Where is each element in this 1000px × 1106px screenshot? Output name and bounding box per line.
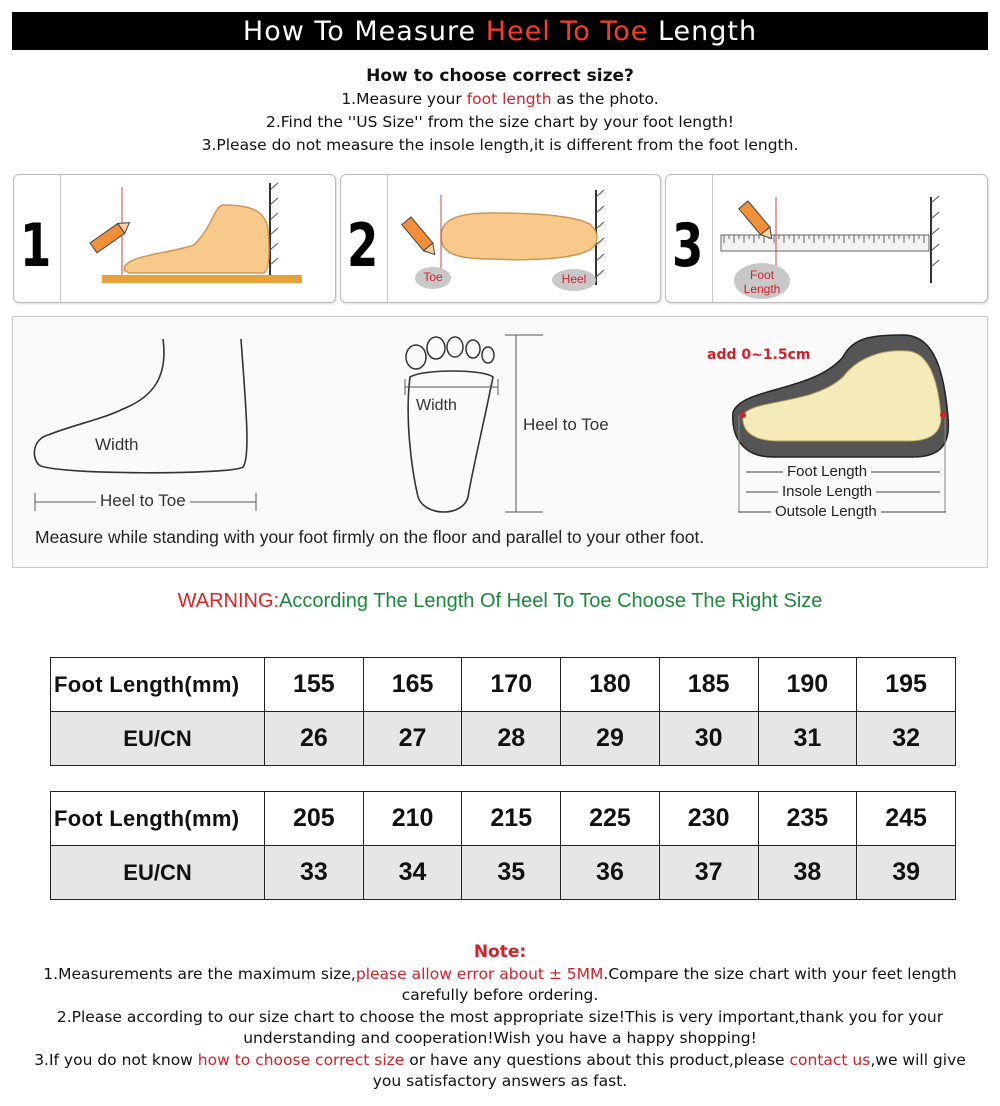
banner-title-highlight: Heel To Toe <box>485 15 649 47</box>
table-row-label: EU/CN <box>51 712 265 766</box>
banner-title-part2: Length <box>648 15 758 47</box>
heel-to-toe-label-footprint: Heel to Toe <box>523 415 609 434</box>
table-cell: 225 <box>561 792 660 846</box>
how-to-line-1: 1.Measure your foot length as the photo. <box>341 90 659 108</box>
warning-line <box>0 590 1000 613</box>
notes-section <box>20 942 980 1093</box>
table-header-cell: Foot Length(mm) <box>51 658 265 712</box>
note-3: 3.If you do not know how to choose correct size or have any questions about this product,please contact us,we will give you satisfactory answers as fast. <box>34 1050 966 1090</box>
table-cell: 27 <box>363 712 462 766</box>
measure-instruction: Measure while standing with your foot firmly on the floor and parallel to your other foot. <box>35 527 705 547</box>
table-cell: 170 <box>462 658 561 712</box>
table-cell: 245 <box>857 792 956 846</box>
table-cell: 36 <box>561 846 660 900</box>
add-allowance-label: add 0~1.5cm <box>707 347 811 363</box>
table-cell: 32 <box>857 712 956 766</box>
table-cell: 37 <box>659 846 758 900</box>
foot-length-line-label: Foot Length <box>783 463 871 480</box>
title-banner <box>12 12 988 50</box>
warning-text: According The Length Of Heel To Toe Choose The Right Size <box>279 590 823 612</box>
table-cell: 215 <box>462 792 561 846</box>
step-number-2: 2 <box>347 211 379 281</box>
table-cell: 195 <box>857 658 956 712</box>
table-cell: 38 <box>758 846 857 900</box>
step-number-1: 1 <box>20 211 52 281</box>
width-label-footprint: Width <box>416 397 457 414</box>
how-to-question: How to choose correct size? <box>366 66 634 86</box>
table-cell: 155 <box>265 658 364 712</box>
step-panel-2 <box>340 174 661 303</box>
foot-length-label: Foot Length <box>743 268 781 296</box>
table-cell: 205 <box>265 792 364 846</box>
notes-title: Note: <box>473 942 527 962</box>
note-1: 1.Measurements are the maximum size,please allow error about ± 5MM.Compare the size chart with your feet length carefully before ordering. <box>43 964 957 1004</box>
table-cell: 190 <box>758 658 857 712</box>
foot-top-illustration <box>341 175 660 302</box>
banner-title <box>243 16 757 47</box>
table-row <box>51 712 956 766</box>
step-panel-1 <box>13 174 336 303</box>
table-row-label: EU/CN <box>51 846 265 900</box>
banner-title-part1: How To Measure <box>242 15 486 47</box>
table-row <box>51 792 956 846</box>
ruler-illustration <box>666 175 987 302</box>
table-cell: 34 <box>363 846 462 900</box>
step-number-3: 3 <box>672 211 704 281</box>
table-cell: 39 <box>857 846 956 900</box>
width-label-side: Width <box>95 435 139 454</box>
table-cell: 33 <box>265 846 364 900</box>
table-cell: 210 <box>363 792 462 846</box>
size-table-1 <box>50 657 956 766</box>
table-cell: 28 <box>462 712 561 766</box>
table-cell: 26 <box>265 712 364 766</box>
how-to-section <box>0 66 1000 157</box>
outsole-length-line-label: Outsole Length <box>771 503 881 520</box>
table-header-cell: Foot Length(mm) <box>51 792 265 846</box>
table-cell: 235 <box>758 792 857 846</box>
warning-label: WARNING: <box>177 590 280 612</box>
table-cell: 230 <box>659 792 758 846</box>
how-to-line-2: 2.Find the ''US Size'' from the size chart by your foot length! <box>265 113 735 131</box>
table-cell: 165 <box>363 658 462 712</box>
step-panel-3 <box>665 174 988 303</box>
heel-to-toe-label-side: Heel to Toe <box>96 491 190 511</box>
table-row <box>51 846 956 900</box>
toe-label: Toe <box>423 270 443 284</box>
table-cell: 31 <box>758 712 857 766</box>
heel-label: Heel <box>561 272 587 286</box>
insole-length-line-label: Insole Length <box>778 483 876 500</box>
table-row <box>51 658 956 712</box>
table-cell: 30 <box>659 712 758 766</box>
table-cell: 180 <box>561 658 660 712</box>
table-cell: 35 <box>462 846 561 900</box>
how-to-line-3: 3.Please do not measure the insole length,it is different from the foot length. <box>201 136 799 154</box>
foot-side-illustration <box>14 175 335 302</box>
table-cell: 185 <box>659 658 758 712</box>
measurement-diagram <box>12 316 988 568</box>
note-2: 2.Please according to our size chart to choose the most appropriate size!This is very important,thank you for your understanding and cooperation!Wish you have a happy shopping! <box>56 1007 944 1047</box>
size-table-2 <box>50 791 956 900</box>
table-cell: 29 <box>561 712 660 766</box>
